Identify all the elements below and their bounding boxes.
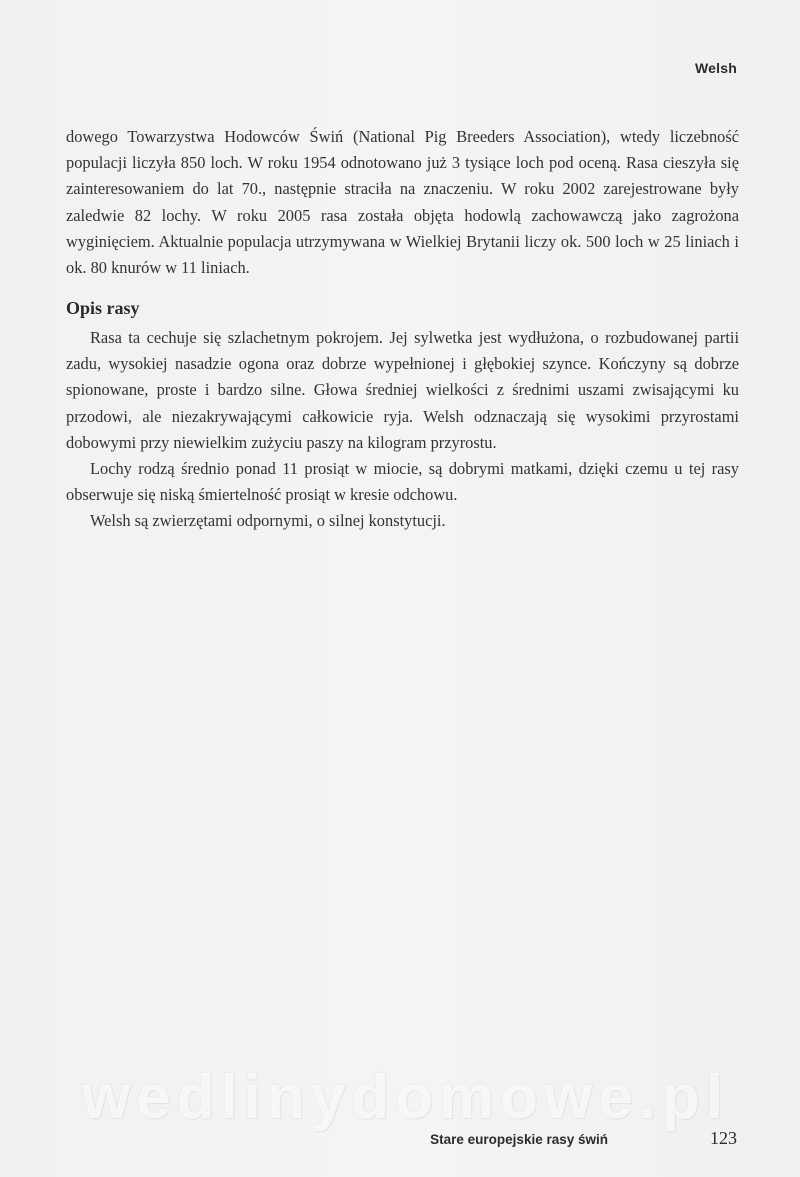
section-heading: Opis rasy (66, 298, 140, 318)
running-head: Welsh (695, 60, 737, 76)
watermark: wedlinydomowe.pl (82, 1063, 730, 1132)
footer-book-title: Stare europejskie rasy świń (430, 1132, 608, 1147)
paragraph: Welsh są zwierzętami odpornymi, o silnej konstytucji. (90, 511, 446, 531)
page-number: 123 (710, 1128, 737, 1148)
paragraph: Lochy rodzą średnio ponad 11 prosiąt w miocie, są dobrymi matkami, dzięki czemu u tej rasy obserwuje się niską śmiertelność prosiąt w kresie odchowu. (66, 459, 739, 505)
paragraph: dowego Towarzystwa Hodowców Świń (National Pig Breeders Association), wtedy liczebność populacji liczyła 850 loch. W roku 1954 odnotowano już 3 tysiące loch pod oceną. Rasa cieszyła się zainteresowaniem do lat 70., następnie straciła na znaczeniu. W roku 2002 zarejestrowane były zaledwie 82 lochy. W roku 2005 rasa została objęta hodowlą zachowawczą jako zagrożona wyginięciem. Aktualnie populacja utrzymywana w Wielkiej Brytanii liczy ok. 500 loch w 25 liniach i ok. 80 knurów w 11 liniach. (66, 127, 739, 278)
paragraph: Rasa ta cechuje się szlachetnym pokrojem. Jej sylwetka jest wydłużona, o rozbudowanej partii zadu, wysokiej nasadzie ogona oraz dobrze wypełnionej i głębokiej szynce. Kończyny są dobrze spionowane, proste i bardzo silne. Głowa średniej wielkości z średnimi uszami zwisającymi ku przodowi, ale niezakrywającymi całkowicie ryja. Welsh odznaczają się wysokimi przyrostami dobowymi przy niewielkim zużyciu paszy na kilogram przyrostu. (66, 328, 739, 452)
continuation-text (66, 124, 739, 281)
section-body (66, 325, 739, 535)
